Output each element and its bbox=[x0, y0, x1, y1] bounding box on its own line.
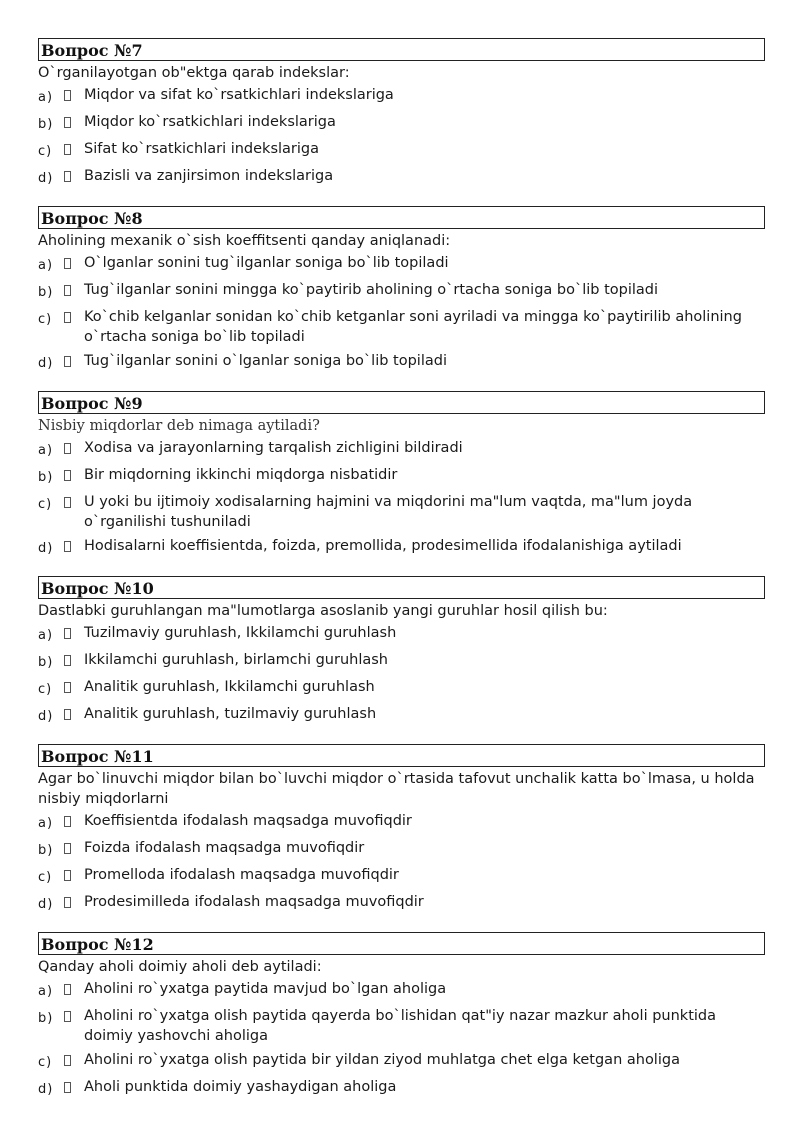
option-d[interactable] bbox=[38, 351, 765, 374]
option-text: Tuzilmaviy guruhlash, Ikkilamchi guruhlash bbox=[84, 625, 397, 641]
question-header: Вопрос №11 bbox=[38, 744, 765, 767]
option-c[interactable] bbox=[38, 677, 765, 700]
option-text: Aholi punktida doimiy yashaydigan aholiga bbox=[84, 1079, 397, 1095]
option-letter: a) bbox=[38, 816, 54, 831]
option-letter: d) bbox=[38, 541, 54, 556]
option-text: Koeffisientda ifodalash maqsadga muvofiqdir bbox=[84, 813, 412, 829]
option-checkbox-icon[interactable] bbox=[64, 984, 71, 995]
option-c[interactable] bbox=[38, 1050, 765, 1073]
question-text: Agar bo`linuvchi miqdor bilan bo`luvchi miqdor o`rtasida tafovut unchalik katta bo`lmasa, u holda nisbiy miqdorlarni bbox=[38, 771, 755, 807]
question-9 bbox=[38, 391, 765, 559]
option-checkbox-icon[interactable] bbox=[64, 897, 71, 908]
option-b[interactable] bbox=[38, 112, 765, 135]
question-header: Вопрос №12 bbox=[38, 932, 765, 955]
option-checkbox-icon[interactable] bbox=[64, 312, 71, 323]
option-letter: d) bbox=[38, 709, 54, 724]
option-a[interactable] bbox=[38, 811, 765, 834]
option-b[interactable] bbox=[38, 650, 765, 673]
option-checkbox-icon[interactable] bbox=[64, 628, 71, 639]
question-text: Qanday aholi doimiy aholi deb aytiladi: bbox=[38, 959, 322, 975]
option-letter: c) bbox=[38, 682, 53, 697]
option-b[interactable] bbox=[38, 838, 765, 861]
option-letter: b) bbox=[38, 117, 54, 132]
option-text: O`lganlar sonini tug`ilganlar soniga bo`lib topiladi bbox=[84, 255, 449, 271]
question-text: Aholining mexanik o`sish koeffitsenti qanday aniqlanadi: bbox=[38, 233, 451, 249]
option-c[interactable] bbox=[38, 307, 765, 347]
option-d[interactable] bbox=[38, 1077, 765, 1100]
question-12 bbox=[38, 932, 765, 1100]
option-d[interactable] bbox=[38, 536, 765, 559]
option-text: Miqdor ko`rsatkichlari indekslariga bbox=[84, 114, 336, 130]
option-letter: b) bbox=[38, 1011, 54, 1026]
option-text: Aholini ro`yxatga olish paytida qayerda bo`lishidan qat"iy nazar mazkur aholi punktida doimiy yashovchi aholiga bbox=[84, 1008, 717, 1044]
option-letter: a) bbox=[38, 443, 54, 458]
option-d[interactable] bbox=[38, 704, 765, 727]
question-header: Вопрос №9 bbox=[38, 391, 765, 414]
option-letter: a) bbox=[38, 984, 54, 999]
option-text: Bir miqdorning ikkinchi miqdorga nisbatidir bbox=[84, 467, 398, 483]
option-d[interactable] bbox=[38, 892, 765, 915]
option-text: Tug`ilganlar sonini mingga ko`paytirib aholining o`rtacha soniga bo`lib topiladi bbox=[84, 282, 659, 298]
option-text: Promelloda ifodalash maqsadga muvofiqdir bbox=[84, 867, 399, 883]
option-c[interactable] bbox=[38, 139, 765, 162]
option-text: Foizda ifodalash maqsadga muvofiqdir bbox=[84, 840, 365, 856]
option-checkbox-icon[interactable] bbox=[64, 843, 71, 854]
option-text: U yoki bu ijtimoiy xodisalarning hajmini va miqdorini ma"lum vaqtda, ma"lum joyda o`rganilishi tushuniladi bbox=[84, 494, 693, 530]
option-text: Aholini ro`yxatga paytida mavjud bo`lgan aholiga bbox=[84, 981, 447, 997]
option-text: Aholini ro`yxatga olish paytida bir yildan ziyod muhlatga chet elga ketgan aholiga bbox=[84, 1052, 680, 1068]
option-text: Sifat ko`rsatkichlari indekslariga bbox=[84, 141, 319, 157]
option-c[interactable] bbox=[38, 492, 765, 532]
option-letter: c) bbox=[38, 870, 53, 885]
option-text: Ikkilamchi guruhlash, birlamchi guruhlash bbox=[84, 652, 388, 668]
option-letter: a) bbox=[38, 258, 54, 273]
option-letter: c) bbox=[38, 1055, 53, 1070]
option-c[interactable] bbox=[38, 865, 765, 888]
option-letter: d) bbox=[38, 171, 54, 186]
option-checkbox-icon[interactable] bbox=[64, 709, 71, 720]
option-b[interactable] bbox=[38, 465, 765, 488]
option-checkbox-icon[interactable] bbox=[64, 541, 71, 552]
option-checkbox-icon[interactable] bbox=[64, 171, 71, 182]
option-a[interactable] bbox=[38, 623, 765, 646]
question-text: O`rganilayotgan ob"ektga qarab indekslar: bbox=[38, 65, 350, 81]
option-letter: c) bbox=[38, 497, 53, 512]
option-checkbox-icon[interactable] bbox=[64, 870, 71, 881]
option-letter: a) bbox=[38, 90, 54, 105]
option-text: Xodisa va jarayonlarning tarqalish zichligini bildiradi bbox=[84, 440, 463, 456]
option-letter: c) bbox=[38, 144, 53, 159]
option-letter: d) bbox=[38, 1082, 54, 1097]
option-checkbox-icon[interactable] bbox=[64, 144, 71, 155]
option-letter: d) bbox=[38, 356, 54, 371]
option-b[interactable] bbox=[38, 1006, 765, 1046]
option-letter: a) bbox=[38, 628, 54, 643]
option-text: Prodesimilleda ifodalash maqsadga muvofiqdir bbox=[84, 894, 424, 910]
option-checkbox-icon[interactable] bbox=[64, 443, 71, 454]
option-letter: b) bbox=[38, 285, 54, 300]
option-letter: c) bbox=[38, 312, 53, 327]
option-checkbox-icon[interactable] bbox=[64, 1055, 71, 1066]
option-text: Analitik guruhlash, Ikkilamchi guruhlash bbox=[84, 679, 375, 695]
option-a[interactable] bbox=[38, 438, 765, 461]
option-text: Analitik guruhlash, tuzilmaviy guruhlash bbox=[84, 706, 377, 722]
option-a[interactable] bbox=[38, 979, 765, 1002]
question-sheet bbox=[38, 38, 765, 1117]
option-a[interactable] bbox=[38, 253, 765, 276]
question-header: Вопрос №10 bbox=[38, 576, 765, 599]
question-11 bbox=[38, 744, 765, 915]
option-d[interactable] bbox=[38, 166, 765, 189]
question-text: Nisbiy miqdorlar deb nimaga aytiladi? bbox=[38, 418, 320, 434]
option-letter: b) bbox=[38, 655, 54, 670]
option-letter: b) bbox=[38, 843, 54, 858]
option-text: Tug`ilganlar sonini o`lganlar soniga bo`lib topiladi bbox=[84, 353, 447, 369]
option-checkbox-icon[interactable] bbox=[64, 285, 71, 296]
question-7 bbox=[38, 38, 765, 189]
option-text: Miqdor va sifat ko`rsatkichlari indekslariga bbox=[84, 87, 394, 103]
option-checkbox-icon[interactable] bbox=[64, 816, 71, 827]
question-header: Вопрос №8 bbox=[38, 206, 765, 229]
option-letter: d) bbox=[38, 897, 54, 912]
option-checkbox-icon[interactable] bbox=[64, 470, 71, 481]
option-checkbox-icon[interactable] bbox=[64, 497, 71, 508]
option-checkbox-icon[interactable] bbox=[64, 117, 71, 128]
option-text: Bazisli va zanjirsimon indekslariga bbox=[84, 168, 334, 184]
option-checkbox-icon[interactable] bbox=[64, 356, 71, 367]
option-checkbox-icon[interactable] bbox=[64, 258, 71, 269]
option-checkbox-icon[interactable] bbox=[64, 1011, 71, 1022]
option-text: Hodisalarni koeffisientda, foizda, premollida, prodesimellida ifodalanishiga aytiladi bbox=[84, 538, 682, 554]
option-checkbox-icon[interactable] bbox=[64, 90, 71, 101]
option-a[interactable] bbox=[38, 85, 765, 108]
question-text: Dastlabki guruhlangan ma"lumotlarga asoslanib yangi guruhlar hosil qilish bu: bbox=[38, 603, 608, 619]
option-checkbox-icon[interactable] bbox=[64, 655, 71, 666]
option-letter: b) bbox=[38, 470, 54, 485]
option-text: Ko`chib kelganlar sonidan ko`chib ketganlar soni ayriladi va mingga ko`paytirilib aholining o`rtacha soniga bo`lib topiladi bbox=[84, 309, 742, 345]
question-header: Вопрос №7 bbox=[38, 38, 765, 61]
option-b[interactable] bbox=[38, 280, 765, 303]
question-8 bbox=[38, 206, 765, 374]
option-checkbox-icon[interactable] bbox=[64, 1082, 71, 1093]
option-checkbox-icon[interactable] bbox=[64, 682, 71, 693]
question-10 bbox=[38, 576, 765, 727]
